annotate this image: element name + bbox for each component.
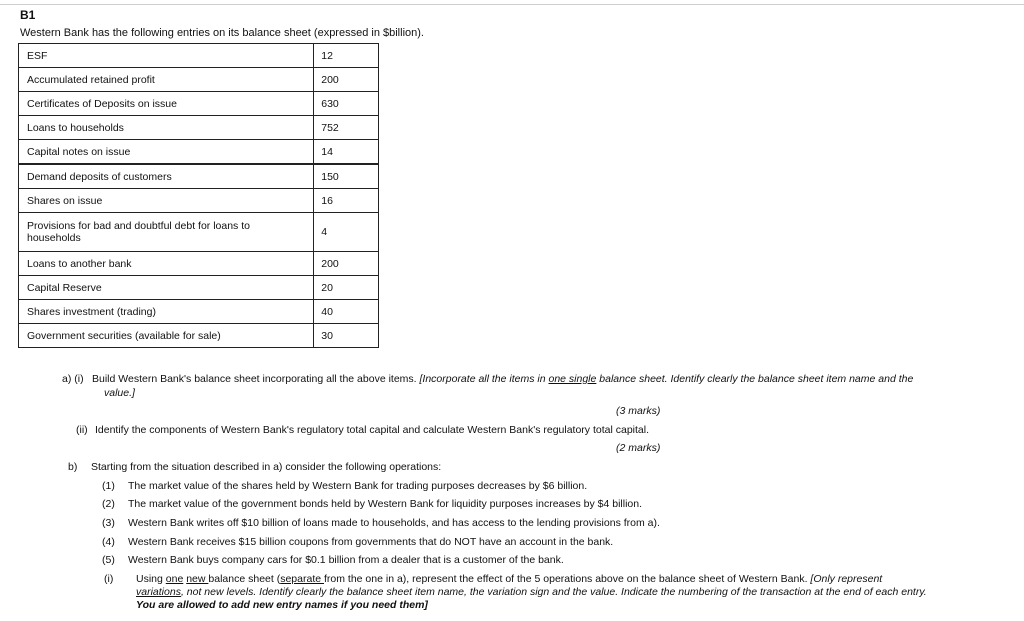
item-value: 200 (314, 252, 379, 276)
item-value: 14 (314, 140, 379, 165)
table-row (19, 92, 379, 116)
note-part: [Incorporate all the items in (419, 373, 549, 385)
question-heading: B1 (20, 8, 36, 22)
top-divider (0, 4, 1024, 5)
operation-item (102, 536, 613, 548)
operation-item (102, 517, 660, 529)
question-a-ii (76, 424, 649, 436)
question-a-label: a) (i) (62, 373, 84, 385)
text-part: Using (136, 573, 166, 585)
item-value: 40 (314, 300, 379, 324)
item-name: Government securities (available for sale) (19, 324, 314, 348)
operation-number: (2) (102, 498, 115, 510)
item-name: Provisions for bad and doubtful debt for loans to households (19, 213, 314, 252)
table-row (19, 252, 379, 276)
item-name: Loans to another bank (19, 252, 314, 276)
item-value: 752 (314, 116, 379, 140)
operation-number: (1) (102, 480, 115, 492)
item-value: 12 (314, 44, 379, 68)
note-part: , not new levels. Identify clearly the balance sheet item name, the variation sign and the value. Indicate the numbering of the transaction at the end of each entry. (180, 586, 927, 598)
table-row (19, 213, 379, 252)
note-underlined: variations (136, 586, 181, 598)
item-name: Shares investment (trading) (19, 300, 314, 324)
table-row (19, 116, 379, 140)
table-row (19, 276, 379, 300)
item-value: 20 (314, 276, 379, 300)
operation-text: Western Bank writes off $10 billion of loans made to households, and has access to the lending provisions from a). (128, 517, 660, 529)
item-value: 630 (314, 92, 379, 116)
question-a-note (420, 373, 914, 385)
question-b-i-label: (i) (104, 573, 114, 585)
question-a-ii-text: Identify the components of Western Bank's regulatory total capital and calculate Western Bank's regulatory total capital. (95, 424, 650, 436)
text-underlined: new (186, 573, 209, 585)
table-row (19, 68, 379, 92)
question-b-label: b) (68, 461, 78, 473)
operation-item (102, 554, 564, 566)
table-row (19, 189, 379, 213)
balance-sheet-table (18, 43, 379, 348)
note-part: balance sheet. Identify clearly the balance sheet item name and the (596, 373, 914, 385)
text-part: balance sheet ( (208, 573, 281, 585)
question-a-text: Build Western Bank's balance sheet incorporating all the above items. (92, 373, 420, 385)
question-b (68, 461, 441, 473)
table-row (19, 164, 379, 189)
table-row (19, 140, 379, 165)
operation-item (102, 480, 587, 492)
question-a-note-cont: value.] (104, 387, 135, 399)
item-value: 150 (314, 164, 379, 189)
intro-text: Western Bank has the following entries on its balance sheet (expressed in $billion). (20, 27, 424, 39)
text-underlined: separate (280, 573, 324, 585)
item-value: 4 (314, 213, 379, 252)
table-row (19, 324, 379, 348)
item-name: Demand deposits of customers (19, 164, 314, 189)
question-a-ii-label: (ii) (76, 424, 88, 436)
item-name: Shares on issue (19, 189, 314, 213)
text-part: from the one in a), represent the effect of the 5 operations above on the balance sheet of Western Bank. (324, 573, 811, 585)
item-name: Certificates of Deposits on issue (19, 92, 314, 116)
item-name: Capital notes on issue (19, 140, 314, 165)
operation-text: Western Bank receives $15 billion coupons from governments that do NOT have an account in the bank. (128, 536, 614, 548)
operation-number: (4) (102, 536, 115, 548)
item-value: 30 (314, 324, 379, 348)
operation-number: (3) (102, 517, 115, 529)
table-row (19, 300, 379, 324)
item-name: ESF (19, 44, 314, 68)
operation-number: (5) (102, 554, 115, 566)
note-underlined: one single (548, 373, 597, 385)
item-value: 16 (314, 189, 379, 213)
text-underlined: one (165, 573, 184, 585)
marks-a-ii: (2 marks) (616, 442, 661, 454)
question-b-i-text (136, 573, 1006, 612)
note-bold: You are allowed to add new entry names if you need them] (136, 599, 428, 611)
operation-item (102, 498, 642, 510)
question-a-i (62, 373, 913, 385)
item-name: Loans to households (19, 116, 314, 140)
note-part: [Only represent (810, 573, 883, 585)
operation-text: The market value of the government bonds held by Western Bank for liquidity purposes increases by $4 billion. (128, 498, 643, 510)
operation-text: Western Bank buys company cars for $0.1 billion from a dealer that is a customer of the bank. (128, 554, 564, 566)
item-value: 200 (314, 68, 379, 92)
table-row (19, 44, 379, 68)
item-name: Capital Reserve (19, 276, 314, 300)
question-b-text: Starting from the situation described in a) consider the following operations: (91, 461, 442, 473)
marks-a-i: (3 marks) (616, 405, 661, 417)
item-name: Accumulated retained profit (19, 68, 314, 92)
operation-text: The market value of the shares held by Western Bank for trading purposes decreases by $6 billion. (128, 480, 588, 492)
